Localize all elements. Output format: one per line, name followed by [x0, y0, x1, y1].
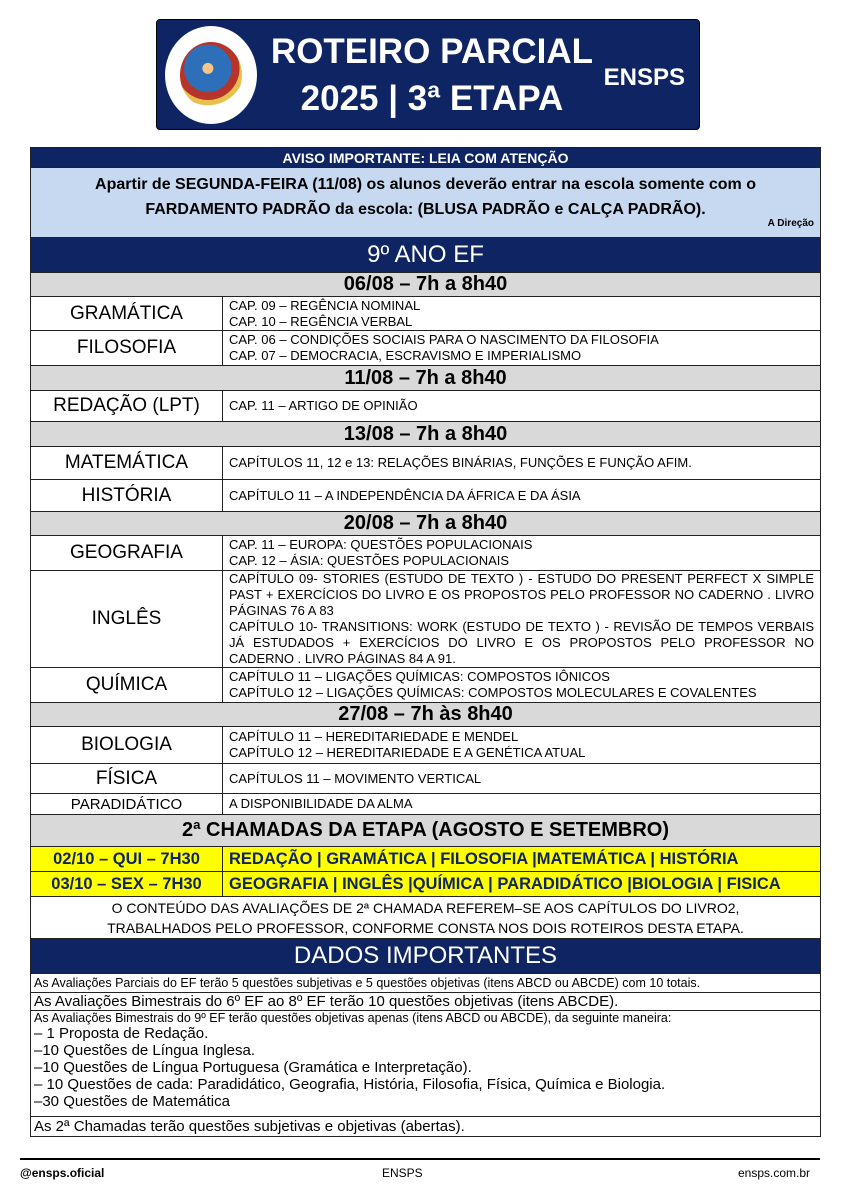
- exam-date: 06/08 – 7h a 8h40: [31, 273, 821, 297]
- notice-body: [31, 168, 821, 238]
- subject-row: [31, 391, 821, 422]
- subject-content: [223, 447, 821, 480]
- subject-name: QUÍMICA: [31, 668, 223, 703]
- subject-content: [223, 391, 821, 422]
- subject-name: INGLÊS: [31, 571, 223, 668]
- second-call-date: 03/10 – SEX – 7H30: [31, 872, 223, 897]
- subject-row: [31, 447, 821, 480]
- exam-date: 20/08 – 7h a 8h40: [31, 512, 821, 536]
- subject-row: [31, 331, 821, 366]
- footer-website: ensps.com.br: [737, 1166, 810, 1180]
- important-block-line: As Avaliações Bimestrais do 9º EF terão questões objetivas apenas (itens ABCD ou ABCDE), da seguinte maneira:: [34, 1011, 672, 1025]
- footer-brand: ENSPS: [382, 1166, 423, 1180]
- schedule-table: [30, 147, 821, 1137]
- title-line-2: 2025 | 3ª ETAPA: [300, 79, 564, 118]
- brand-label: ENSPS: [603, 64, 685, 91]
- subject-content: [223, 668, 821, 703]
- subject-row: [31, 727, 821, 764]
- subject-name: REDAÇÃO (LPT): [31, 391, 223, 422]
- notice-text: Apartir de SEGUNDA-FEIRA (11/08) os alunos deverão entrar na escola somente com o FARDAMENTO PADRÃO da escola: (BLUSA PADRÃO e CALÇA PADRÃO).: [95, 176, 756, 218]
- second-call-subjects: GEOGRAFIA | INGLÊS |QUÍMICA | PARADIDÁTICO |BIOLOGIA | FISICA: [223, 872, 821, 897]
- content-line: CAP. 10 – REGÊNCIA VERBAL: [229, 313, 413, 329]
- subject-name: FÍSICA: [31, 764, 223, 794]
- header-banner: [156, 19, 700, 130]
- important-block-line: –10 Questões de Língua Inglesa.: [34, 1042, 256, 1059]
- second-call-subjects: REDAÇÃO | GRAMÁTICA | FILOSOFIA |MATEMÁTICA | HISTÓRIA: [223, 847, 821, 872]
- subject-content: [223, 794, 821, 815]
- important-line-1: As Avaliações Parciais do EF terão 5 questões subjetivas e 5 questões objetivas (itens ABCD ou ABCDE) com 10 totais.: [31, 974, 821, 993]
- subject-row: [31, 536, 821, 571]
- second-call-note: O CONTEÚDO DAS AVALIAÇÕES DE 2ª CHAMADA REFEREM–SE AOS CAPÍTULOS DO LIVRO2, TRABALHADOS PELO PROFESSOR, CONFORME CONSTA NOS DOIS ROTEIROS DESTA ETAPA.: [31, 897, 821, 939]
- footer-social: @ensps.oficial: [20, 1166, 105, 1180]
- subject-name: HISTÓRIA: [31, 480, 223, 512]
- subject-name: GEOGRAFIA: [31, 536, 223, 571]
- content-line: CAP. 11 – ARTIGO DE OPINIÃO: [229, 398, 418, 413]
- content-line: CAPÍTULOS 11, 12 e 13: RELAÇÕES BINÁRIAS, FUNÇÕES E FUNÇÃO AFIM.: [229, 455, 692, 470]
- footer: [20, 1158, 820, 1180]
- subject-name: FILOSOFIA: [31, 331, 223, 366]
- content-line: CAP. 09 – REGÊNCIA NOMINAL: [229, 297, 421, 313]
- notice-heading: AVISO IMPORTANTE: LEIA COM ATENÇÃO: [31, 148, 821, 168]
- exam-date: 13/08 – 7h a 8h40: [31, 422, 821, 447]
- content-line: CAP. 06 – CONDIÇÕES SOCIAIS PARA O NASCIMENTO DA FILOSOFIA: [229, 332, 659, 347]
- exam-date: 11/08 – 7h a 8h40: [31, 366, 821, 391]
- subject-row: [31, 668, 821, 703]
- content-line: CAP. 07 – DEMOCRACIA, ESCRAVISMO E IMPERIALISMO: [229, 348, 582, 363]
- subject-row: [31, 764, 821, 794]
- subject-content: [223, 764, 821, 794]
- page-title: [267, 28, 597, 122]
- important-heading: DADOS IMPORTANTES: [31, 939, 821, 974]
- subject-row: [31, 794, 821, 815]
- school-logo: [165, 26, 257, 124]
- subject-name: MATEMÁTICA: [31, 447, 223, 480]
- notice-signature: A Direção: [767, 218, 814, 229]
- content-line: CAPÍTULO 12 – HEREDITARIEDADE E A GENÉTICA ATUAL: [229, 745, 586, 760]
- important-block: [31, 1011, 821, 1117]
- subject-content: [223, 727, 821, 764]
- content-line: CAP. 12 – ÁSIA: QUESTÕES POPULACIONAIS: [229, 553, 510, 568]
- important-block-line: –30 Questões de Matemática: [34, 1093, 230, 1110]
- important-line-3: As 2ª Chamadas terão questões subjetivas e objetivas (abertas).: [31, 1117, 821, 1137]
- second-call-heading: 2ª CHAMADAS DA ETAPA (AGOSTO E SETEMBRO): [31, 815, 821, 847]
- important-block-line: – 10 Questões de cada: Paradidático, Geografia, História, Filosofia, Física, Química e Biologia.: [34, 1076, 666, 1093]
- grade-heading: 9º ANO EF: [31, 238, 821, 273]
- content-line: CAPÍTULO 11 – LIGAÇÕES QUÍMICAS: COMPOSTOS IÔNICOS: [229, 669, 610, 684]
- subject-content: [223, 480, 821, 512]
- content-line: A DISPONIBILIDADE DA ALMA: [229, 796, 413, 811]
- subject-name: BIOLOGIA: [31, 727, 223, 764]
- subject-name: GRAMÁTICA: [31, 297, 223, 331]
- second-call-date: 02/10 – QUI – 7H30: [31, 847, 223, 872]
- content-line: CAPÍTULO 12 – LIGAÇÕES QUÍMICAS: COMPOSTOS MOLECULARES E COVALENTES: [229, 685, 757, 700]
- subject-row: [31, 297, 821, 331]
- title-line-1: ROTEIRO PARCIAL: [270, 32, 594, 71]
- subject-row: [31, 571, 821, 668]
- important-line-2: As Avaliações Bimestrais do 6º EF ao 8º EF terão 10 questões objetivas (itens ABCDE).: [31, 993, 821, 1011]
- subject-row: [31, 480, 821, 512]
- subject-content: [223, 297, 821, 331]
- subject-content: [223, 536, 821, 571]
- important-block-line: –10 Questões de Língua Portuguesa (Gramática e Interpretação).: [34, 1059, 472, 1076]
- content-line: CAPÍTULO 10- TRANSITIONS: WORK (ESTUDO DE TEXTO ) - REVISÃO DE TEMPOS VERBAIS JÁ ESTUDADOS + EXERCÍCIOS DO LIVRO E OS PROPOSTOS PELO PROFESSOR NO CADERNO . LIVRO PÁGINAS 84 A 91.: [229, 619, 814, 666]
- content-line: CAP. 11 – EUROPA: QUESTÕES POPULACIONAIS: [229, 537, 533, 552]
- subject-content: [223, 571, 821, 668]
- content-line: CAPÍTULO 11 – HEREDITARIEDADE E MENDEL: [229, 729, 519, 744]
- content-line: CAPÍTULO 09- STORIES (ESTUDO DE TEXTO ) - ESTUDO DO PRESENT PERFECT X SIMPLE PAST + EXERCÍCIOS DO LIVRO E OS PROPOSTOS PELO PROFESSOR NO CADERNO . LIVRO PÁGINAS 76 A 83: [229, 571, 814, 618]
- subject-content: [223, 331, 821, 366]
- exam-date: 27/08 – 7h às 8h40: [31, 703, 821, 727]
- content-line: CAPÍTULO 11 – A INDEPENDÊNCIA DA ÁFRICA E DA ÁSIA: [229, 487, 581, 503]
- subject-name: PARADIDÁTICO: [31, 794, 223, 815]
- content-line: CAPÍTULOS 11 – MOVIMENTO VERTICAL: [229, 770, 482, 786]
- important-block-line: – 1 Proposta de Redação.: [34, 1025, 209, 1042]
